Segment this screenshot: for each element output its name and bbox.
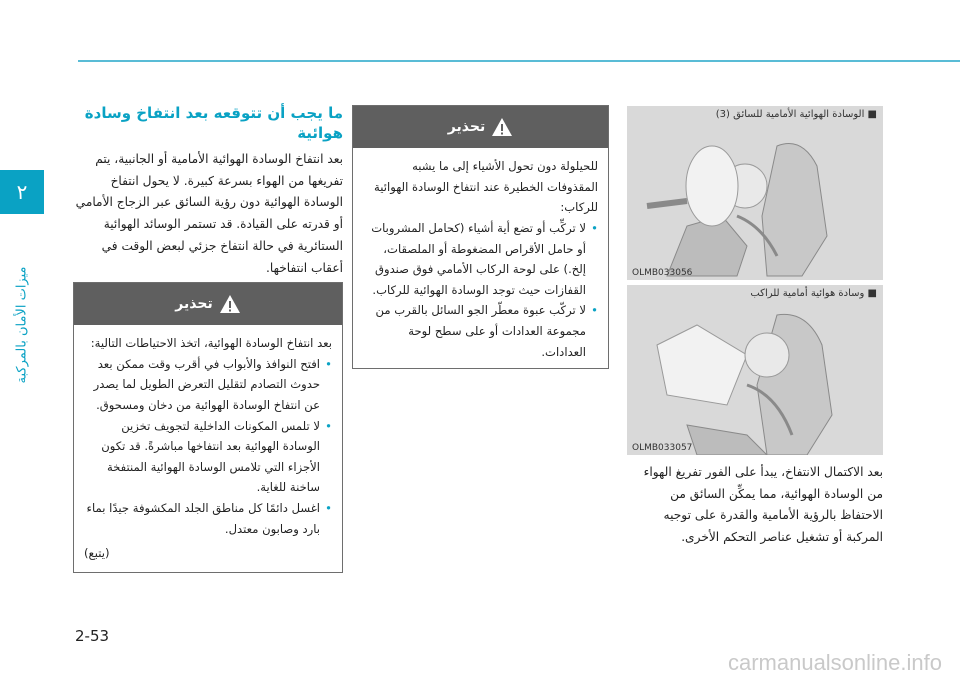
watermark: carmanualsonline.info [727, 650, 942, 675]
section-heading: ما يجب أن تتوقعه بعد انتفاخ وسادة هوائية [84, 104, 343, 142]
airbag-passenger-illustration [627, 285, 883, 455]
warning-box-right [352, 105, 609, 369]
warning-title: تحذير [447, 119, 486, 135]
figure-frame [627, 106, 883, 280]
figure-code: OLMB033056 [632, 268, 693, 278]
list-item: • افتح النوافذ والأبواب في أقرب وقت ممكن بعد حدوث التصادم لتقليل التعرض الطويل لما يصدر عن انتفاخ الوسادة الهوائية من دخان ومسحوق. [84, 354, 332, 416]
section-body: بعد انتفاخ الوسادة الهوائية الأمامية أو الجانبية، يتم تفريغها من الهواء بسرعة كبيرة. لا يحول انتفاخ الوسادة الهوائية دون رؤية السائق عبر الزجاج الأمامي أو قدرته على القيادة. قد تستمر الوسائد الهوائية الستائرية في حالة انتفاخ جزئي لبعض الوقت في أعقاب انتفاخها. [75, 152, 343, 275]
top-rule [78, 60, 960, 62]
chapter-title: ميزات الأمان بالمركبة [14, 266, 30, 384]
warning-header [353, 106, 608, 148]
warning-header [74, 283, 342, 325]
warning-box-left [73, 282, 343, 573]
list-item: • اغسل دائمًا كل مناطق الجلد المكشوفة جيدًا بماء بارد وصابون معتدل. [84, 498, 332, 539]
figure-caption: ■ وسادة هوائية أمامية للراكب [750, 288, 877, 299]
warning-icon [219, 294, 241, 314]
warning-content [353, 148, 608, 370]
figure-frame [627, 285, 883, 455]
figure-code: OLMB033057 [632, 443, 693, 453]
continued-note: (يتبع) [84, 546, 110, 561]
chapter-tab[interactable]: ٢ [0, 170, 44, 214]
list-item: • لا تركِّب أو تضع أية أشياء (كحامل المشروبات أو حامل الأقراص المضغوطة أو الملصقات، إلخ.) على لوحة الركاب الأمامي فوق صندوق القفازات حيث توجد الوسادة الهوائية للركاب. [363, 218, 598, 301]
figure-passenger-airbag [627, 285, 883, 455]
warning-title: تحذير [175, 296, 213, 312]
warning-icon [491, 117, 513, 137]
page-number: 2-53 [75, 627, 110, 645]
right-column-text: بعد الاكتمال الانتفاخ، يبدأ على الفور تفريغ الهواء من الوسادة الهوائية، مما يمكِّن السائق من الاحتفاظ بالرؤية الأمامية والقدرة على توجيه المركبة أو تشغيل عناصر التحكم الأخرى. [643, 465, 883, 545]
warning-list [84, 354, 332, 540]
list-item: • لا تركّب عبوة معطّر الجو السائل بالقرب من مجموعة العدادات أو على سطح لوحة العدادات. [363, 300, 598, 362]
airbag-driver-illustration [627, 106, 883, 280]
section-left [73, 104, 343, 279]
warning-list [363, 218, 598, 362]
warning-intro: بعد انتفاخ الوسادة الهوائية، اتخذ الاحتياطات التالية: [90, 336, 332, 350]
figure-caption: ■ الوسادة الهوائية الأمامية للسائق (3) [715, 109, 877, 120]
list-item: • لا تلمس المكونات الداخلية لتجويف تخزين الوسادة الهوائية بعد انتفاخها مباشرةً. قد تكون الأجزاء التي تلامس الوسادة الهوائية المنتفخة ساخنة للغاية. [84, 416, 332, 499]
warning-intro: للحيلولة دون تحول الأشياء إلى ما يشبه المقذوفات الخطيرة عند انتفاخ الوسادة الهوائية للركاب: [374, 159, 598, 215]
warning-content [74, 325, 342, 572]
figure-driver-airbag [627, 106, 883, 280]
